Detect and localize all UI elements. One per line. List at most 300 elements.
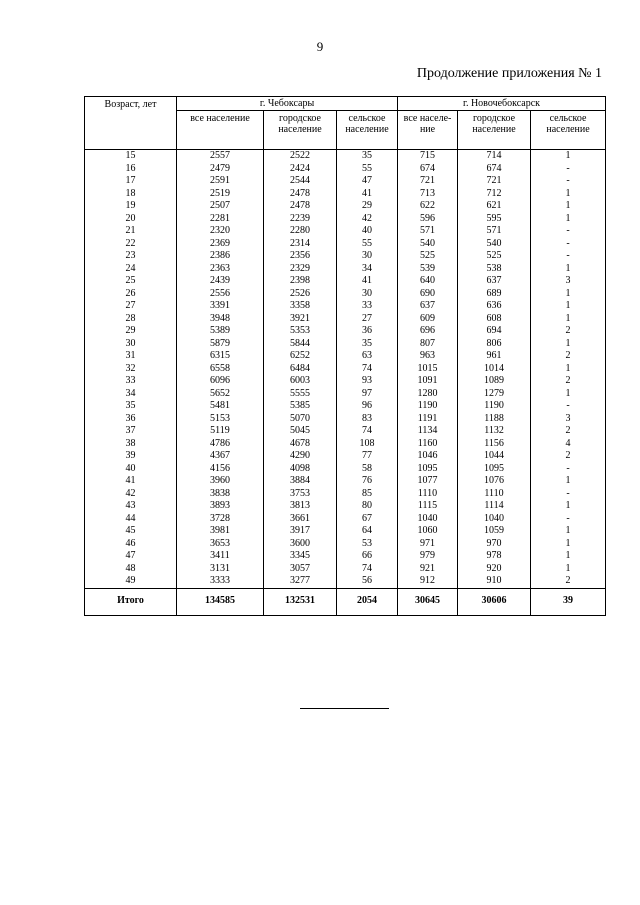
table-row bbox=[85, 413, 606, 426]
value-cell: 1 bbox=[531, 338, 606, 351]
age-cell: 38 bbox=[85, 438, 177, 451]
value-cell: 689 bbox=[458, 288, 531, 301]
age-cell: 31 bbox=[85, 350, 177, 363]
value-cell: 58 bbox=[337, 463, 398, 476]
value-cell: 970 bbox=[458, 538, 531, 551]
value-cell: 3813 bbox=[264, 500, 337, 513]
age-cell: 16 bbox=[85, 163, 177, 176]
value-cell: 1110 bbox=[398, 488, 458, 501]
value-cell: 1134 bbox=[398, 425, 458, 438]
total-cell: 30645 bbox=[398, 588, 458, 615]
value-cell: 2526 bbox=[264, 288, 337, 301]
age-cell: 22 bbox=[85, 238, 177, 251]
total-cell: Итого bbox=[85, 588, 177, 615]
value-cell: 714 bbox=[458, 150, 531, 163]
census-table bbox=[84, 96, 606, 616]
value-cell: - bbox=[531, 463, 606, 476]
value-cell: 1095 bbox=[458, 463, 531, 476]
value-cell: 1060 bbox=[398, 525, 458, 538]
table-row bbox=[85, 500, 606, 513]
value-cell: 5879 bbox=[177, 338, 264, 351]
value-cell: 2363 bbox=[177, 263, 264, 276]
value-cell: 29 bbox=[337, 200, 398, 213]
value-cell: 1 bbox=[531, 313, 606, 326]
table-row bbox=[85, 450, 606, 463]
value-cell: 5481 bbox=[177, 400, 264, 413]
table-row bbox=[85, 513, 606, 526]
value-cell: 2479 bbox=[177, 163, 264, 176]
value-cell: 5844 bbox=[264, 338, 337, 351]
value-cell: 1188 bbox=[458, 413, 531, 426]
table-row bbox=[85, 550, 606, 563]
age-cell: 28 bbox=[85, 313, 177, 326]
value-cell: 912 bbox=[398, 575, 458, 588]
value-cell: 2507 bbox=[177, 200, 264, 213]
value-cell: 2329 bbox=[264, 263, 337, 276]
age-cell: 46 bbox=[85, 538, 177, 551]
age-cell: 40 bbox=[85, 463, 177, 476]
value-cell: 4786 bbox=[177, 438, 264, 451]
value-cell: 2356 bbox=[264, 250, 337, 263]
age-cell: 39 bbox=[85, 450, 177, 463]
age-cell: 15 bbox=[85, 150, 177, 163]
value-cell: 3345 bbox=[264, 550, 337, 563]
value-cell: 97 bbox=[337, 388, 398, 401]
total-cell: 2054 bbox=[337, 588, 398, 615]
city-header-cheboksary: г. Чебоксары bbox=[177, 97, 398, 111]
value-cell: 2 bbox=[531, 425, 606, 438]
age-cell: 35 bbox=[85, 400, 177, 413]
value-cell: 538 bbox=[458, 263, 531, 276]
value-cell: 3 bbox=[531, 413, 606, 426]
value-cell: 6558 bbox=[177, 363, 264, 376]
age-cell: 19 bbox=[85, 200, 177, 213]
value-cell: - bbox=[531, 163, 606, 176]
value-cell: 1279 bbox=[458, 388, 531, 401]
value-cell: 807 bbox=[398, 338, 458, 351]
value-cell: 2544 bbox=[264, 175, 337, 188]
value-cell: 2281 bbox=[177, 213, 264, 226]
table-row bbox=[85, 563, 606, 576]
value-cell: 1110 bbox=[458, 488, 531, 501]
value-cell: 2280 bbox=[264, 225, 337, 238]
table-row bbox=[85, 575, 606, 588]
value-cell: 56 bbox=[337, 575, 398, 588]
value-cell: 3753 bbox=[264, 488, 337, 501]
value-cell: 6484 bbox=[264, 363, 337, 376]
value-cell: 571 bbox=[458, 225, 531, 238]
value-cell: - bbox=[531, 513, 606, 526]
value-cell: 74 bbox=[337, 363, 398, 376]
value-cell: 41 bbox=[337, 275, 398, 288]
value-cell: 30 bbox=[337, 288, 398, 301]
value-cell: 27 bbox=[337, 313, 398, 326]
value-cell: 4678 bbox=[264, 438, 337, 451]
value-cell: 5045 bbox=[264, 425, 337, 438]
sub-header: все населе-ние bbox=[398, 111, 458, 150]
page-number: 9 bbox=[316, 39, 324, 54]
value-cell: 979 bbox=[398, 550, 458, 563]
value-cell: 2 bbox=[531, 450, 606, 463]
table-row bbox=[85, 463, 606, 476]
value-cell: 41 bbox=[337, 188, 398, 201]
value-cell: 2369 bbox=[177, 238, 264, 251]
total-cell: 39 bbox=[531, 588, 606, 615]
age-cell: 37 bbox=[85, 425, 177, 438]
age-cell: 47 bbox=[85, 550, 177, 563]
value-cell: 1132 bbox=[458, 425, 531, 438]
value-cell: 674 bbox=[398, 163, 458, 176]
table-row bbox=[85, 313, 606, 326]
table-row bbox=[85, 400, 606, 413]
sub-header: городское население bbox=[458, 111, 531, 150]
value-cell: 53 bbox=[337, 538, 398, 551]
value-cell: 1089 bbox=[458, 375, 531, 388]
value-cell: 42 bbox=[337, 213, 398, 226]
age-cell: 25 bbox=[85, 275, 177, 288]
appendix-title: Продолжение приложения № 1 bbox=[416, 66, 602, 81]
value-cell: 2439 bbox=[177, 275, 264, 288]
table-row bbox=[85, 475, 606, 488]
value-cell: 1280 bbox=[398, 388, 458, 401]
value-cell: 35 bbox=[337, 338, 398, 351]
table-row bbox=[85, 188, 606, 201]
value-cell: 640 bbox=[398, 275, 458, 288]
total-cell: 132531 bbox=[264, 588, 337, 615]
value-cell: 4098 bbox=[264, 463, 337, 476]
value-cell: 76 bbox=[337, 475, 398, 488]
value-cell: 36 bbox=[337, 325, 398, 338]
value-cell: 1044 bbox=[458, 450, 531, 463]
table-row bbox=[85, 213, 606, 226]
value-cell: 1 bbox=[531, 363, 606, 376]
value-cell: 1 bbox=[531, 300, 606, 313]
age-cell: 29 bbox=[85, 325, 177, 338]
age-cell: 34 bbox=[85, 388, 177, 401]
age-cell: 36 bbox=[85, 413, 177, 426]
table-row bbox=[85, 275, 606, 288]
value-cell: - bbox=[531, 238, 606, 251]
value-cell: 5389 bbox=[177, 325, 264, 338]
value-cell: 1190 bbox=[398, 400, 458, 413]
table-row bbox=[85, 263, 606, 276]
age-column-header: Возраст, лет bbox=[85, 97, 177, 150]
value-cell: 721 bbox=[458, 175, 531, 188]
value-cell: 1 bbox=[531, 500, 606, 513]
value-cell: 1 bbox=[531, 263, 606, 276]
value-cell: 1 bbox=[531, 538, 606, 551]
value-cell: 5353 bbox=[264, 325, 337, 338]
value-cell: 2239 bbox=[264, 213, 337, 226]
value-cell: 1 bbox=[531, 563, 606, 576]
value-cell: 6003 bbox=[264, 375, 337, 388]
value-cell: 2320 bbox=[177, 225, 264, 238]
value-cell: 910 bbox=[458, 575, 531, 588]
value-cell: 694 bbox=[458, 325, 531, 338]
age-cell: 49 bbox=[85, 575, 177, 588]
age-cell: 21 bbox=[85, 225, 177, 238]
table-row bbox=[85, 375, 606, 388]
value-cell: 3057 bbox=[264, 563, 337, 576]
value-cell: 1095 bbox=[398, 463, 458, 476]
value-cell: 2557 bbox=[177, 150, 264, 163]
value-cell: 4156 bbox=[177, 463, 264, 476]
table-row bbox=[85, 200, 606, 213]
value-cell: 63 bbox=[337, 350, 398, 363]
value-cell: 2478 bbox=[264, 200, 337, 213]
age-cell: 32 bbox=[85, 363, 177, 376]
city-header-novocheboksarsk: г. Новочебоксарск bbox=[398, 97, 606, 111]
table-row bbox=[85, 388, 606, 401]
value-cell: 4 bbox=[531, 438, 606, 451]
value-cell: 3411 bbox=[177, 550, 264, 563]
value-cell: 2 bbox=[531, 375, 606, 388]
sub-header: все население bbox=[177, 111, 264, 150]
value-cell: 712 bbox=[458, 188, 531, 201]
value-cell: 609 bbox=[398, 313, 458, 326]
value-cell: 636 bbox=[458, 300, 531, 313]
value-cell: 3884 bbox=[264, 475, 337, 488]
age-cell: 33 bbox=[85, 375, 177, 388]
age-cell: 27 bbox=[85, 300, 177, 313]
value-cell: 2478 bbox=[264, 188, 337, 201]
value-cell: 1190 bbox=[458, 400, 531, 413]
value-cell: - bbox=[531, 400, 606, 413]
value-cell: 1 bbox=[531, 200, 606, 213]
value-cell: 1 bbox=[531, 550, 606, 563]
value-cell: 34 bbox=[337, 263, 398, 276]
table-row bbox=[85, 238, 606, 251]
total-cell: 134585 bbox=[177, 588, 264, 615]
value-cell: 1040 bbox=[458, 513, 531, 526]
sub-header: сельское население bbox=[337, 111, 398, 150]
value-cell: 1114 bbox=[458, 500, 531, 513]
value-cell: 1191 bbox=[398, 413, 458, 426]
value-cell: 47 bbox=[337, 175, 398, 188]
value-cell: 2 bbox=[531, 350, 606, 363]
table-row bbox=[85, 150, 606, 163]
age-cell: 17 bbox=[85, 175, 177, 188]
value-cell: 1 bbox=[531, 288, 606, 301]
value-cell: 3838 bbox=[177, 488, 264, 501]
value-cell: 6252 bbox=[264, 350, 337, 363]
value-cell: 921 bbox=[398, 563, 458, 576]
value-cell: 595 bbox=[458, 213, 531, 226]
value-cell: 571 bbox=[398, 225, 458, 238]
value-cell: 77 bbox=[337, 450, 398, 463]
value-cell: 3653 bbox=[177, 538, 264, 551]
value-cell: 2519 bbox=[177, 188, 264, 201]
value-cell: 3333 bbox=[177, 575, 264, 588]
value-cell: 715 bbox=[398, 150, 458, 163]
value-cell: 539 bbox=[398, 263, 458, 276]
value-cell: - bbox=[531, 488, 606, 501]
value-cell: 621 bbox=[458, 200, 531, 213]
table-row bbox=[85, 225, 606, 238]
value-cell: 83 bbox=[337, 413, 398, 426]
value-cell: 3893 bbox=[177, 500, 264, 513]
table-row bbox=[85, 338, 606, 351]
value-cell: 5652 bbox=[177, 388, 264, 401]
value-cell: 2556 bbox=[177, 288, 264, 301]
value-cell: 96 bbox=[337, 400, 398, 413]
age-cell: 48 bbox=[85, 563, 177, 576]
value-cell: 961 bbox=[458, 350, 531, 363]
value-cell: 2 bbox=[531, 575, 606, 588]
age-cell: 20 bbox=[85, 213, 177, 226]
value-cell: 64 bbox=[337, 525, 398, 538]
value-cell: 5119 bbox=[177, 425, 264, 438]
value-cell: - bbox=[531, 225, 606, 238]
value-cell: 108 bbox=[337, 438, 398, 451]
value-cell: 66 bbox=[337, 550, 398, 563]
value-cell: 1040 bbox=[398, 513, 458, 526]
age-cell: 23 bbox=[85, 250, 177, 263]
value-cell: 1077 bbox=[398, 475, 458, 488]
value-cell: 963 bbox=[398, 350, 458, 363]
sub-header: городское население bbox=[264, 111, 337, 150]
value-cell: 93 bbox=[337, 375, 398, 388]
value-cell: 30 bbox=[337, 250, 398, 263]
value-cell: 1160 bbox=[398, 438, 458, 451]
value-cell: 3981 bbox=[177, 525, 264, 538]
value-cell: 1156 bbox=[458, 438, 531, 451]
value-cell: 4367 bbox=[177, 450, 264, 463]
value-cell: 3600 bbox=[264, 538, 337, 551]
value-cell: 1 bbox=[531, 213, 606, 226]
table-row bbox=[85, 538, 606, 551]
value-cell: 3131 bbox=[177, 563, 264, 576]
value-cell: 2386 bbox=[177, 250, 264, 263]
value-cell: 3358 bbox=[264, 300, 337, 313]
table-row bbox=[85, 488, 606, 501]
value-cell: 3277 bbox=[264, 575, 337, 588]
value-cell: 806 bbox=[458, 338, 531, 351]
value-cell: 637 bbox=[398, 300, 458, 313]
table-row bbox=[85, 163, 606, 176]
value-cell: 5070 bbox=[264, 413, 337, 426]
value-cell: 674 bbox=[458, 163, 531, 176]
end-rule bbox=[300, 708, 389, 709]
value-cell: 74 bbox=[337, 425, 398, 438]
age-cell: 41 bbox=[85, 475, 177, 488]
value-cell: 1 bbox=[531, 388, 606, 401]
total-row bbox=[85, 588, 606, 615]
age-cell: 44 bbox=[85, 513, 177, 526]
age-cell: 30 bbox=[85, 338, 177, 351]
value-cell: 2 bbox=[531, 325, 606, 338]
value-cell: 35 bbox=[337, 150, 398, 163]
value-cell: 5385 bbox=[264, 400, 337, 413]
value-cell: 1 bbox=[531, 475, 606, 488]
table-row bbox=[85, 350, 606, 363]
value-cell: 85 bbox=[337, 488, 398, 501]
value-cell: 971 bbox=[398, 538, 458, 551]
table-row bbox=[85, 363, 606, 376]
value-cell: 525 bbox=[458, 250, 531, 263]
value-cell: - bbox=[531, 250, 606, 263]
value-cell: 3921 bbox=[264, 313, 337, 326]
value-cell: 540 bbox=[398, 238, 458, 251]
value-cell: 1014 bbox=[458, 363, 531, 376]
table-row bbox=[85, 425, 606, 438]
value-cell: 3917 bbox=[264, 525, 337, 538]
value-cell: 1 bbox=[531, 188, 606, 201]
value-cell: 74 bbox=[337, 563, 398, 576]
value-cell: 1 bbox=[531, 150, 606, 163]
age-cell: 18 bbox=[85, 188, 177, 201]
value-cell: 80 bbox=[337, 500, 398, 513]
value-cell: 978 bbox=[458, 550, 531, 563]
value-cell: 40 bbox=[337, 225, 398, 238]
value-cell: 1046 bbox=[398, 450, 458, 463]
value-cell: 1 bbox=[531, 525, 606, 538]
table-row bbox=[85, 288, 606, 301]
value-cell: 525 bbox=[398, 250, 458, 263]
value-cell: 55 bbox=[337, 238, 398, 251]
value-cell: 2398 bbox=[264, 275, 337, 288]
value-cell: 1059 bbox=[458, 525, 531, 538]
age-cell: 45 bbox=[85, 525, 177, 538]
value-cell: 2522 bbox=[264, 150, 337, 163]
value-cell: 6315 bbox=[177, 350, 264, 363]
value-cell: 2424 bbox=[264, 163, 337, 176]
value-cell: 3661 bbox=[264, 513, 337, 526]
age-cell: 43 bbox=[85, 500, 177, 513]
value-cell: 5153 bbox=[177, 413, 264, 426]
value-cell: 67 bbox=[337, 513, 398, 526]
table-body bbox=[85, 150, 606, 589]
table-row bbox=[85, 300, 606, 313]
table-row bbox=[85, 325, 606, 338]
value-cell: 33 bbox=[337, 300, 398, 313]
value-cell: 540 bbox=[458, 238, 531, 251]
value-cell: 1091 bbox=[398, 375, 458, 388]
value-cell: 3960 bbox=[177, 475, 264, 488]
value-cell: 4290 bbox=[264, 450, 337, 463]
value-cell: 690 bbox=[398, 288, 458, 301]
value-cell: 920 bbox=[458, 563, 531, 576]
total-cell: 30606 bbox=[458, 588, 531, 615]
value-cell: 3948 bbox=[177, 313, 264, 326]
age-cell: 26 bbox=[85, 288, 177, 301]
value-cell: - bbox=[531, 175, 606, 188]
age-cell: 24 bbox=[85, 263, 177, 276]
sub-header: сельское население bbox=[531, 111, 606, 150]
value-cell: 622 bbox=[398, 200, 458, 213]
table-row bbox=[85, 250, 606, 263]
value-cell: 2591 bbox=[177, 175, 264, 188]
value-cell: 3391 bbox=[177, 300, 264, 313]
value-cell: 55 bbox=[337, 163, 398, 176]
value-cell: 3 bbox=[531, 275, 606, 288]
value-cell: 3728 bbox=[177, 513, 264, 526]
value-cell: 2314 bbox=[264, 238, 337, 251]
value-cell: 1115 bbox=[398, 500, 458, 513]
value-cell: 1076 bbox=[458, 475, 531, 488]
value-cell: 6096 bbox=[177, 375, 264, 388]
table-row bbox=[85, 525, 606, 538]
value-cell: 721 bbox=[398, 175, 458, 188]
value-cell: 608 bbox=[458, 313, 531, 326]
value-cell: 637 bbox=[458, 275, 531, 288]
value-cell: 713 bbox=[398, 188, 458, 201]
value-cell: 5555 bbox=[264, 388, 337, 401]
value-cell: 596 bbox=[398, 213, 458, 226]
age-cell: 42 bbox=[85, 488, 177, 501]
table-row bbox=[85, 175, 606, 188]
value-cell: 1015 bbox=[398, 363, 458, 376]
